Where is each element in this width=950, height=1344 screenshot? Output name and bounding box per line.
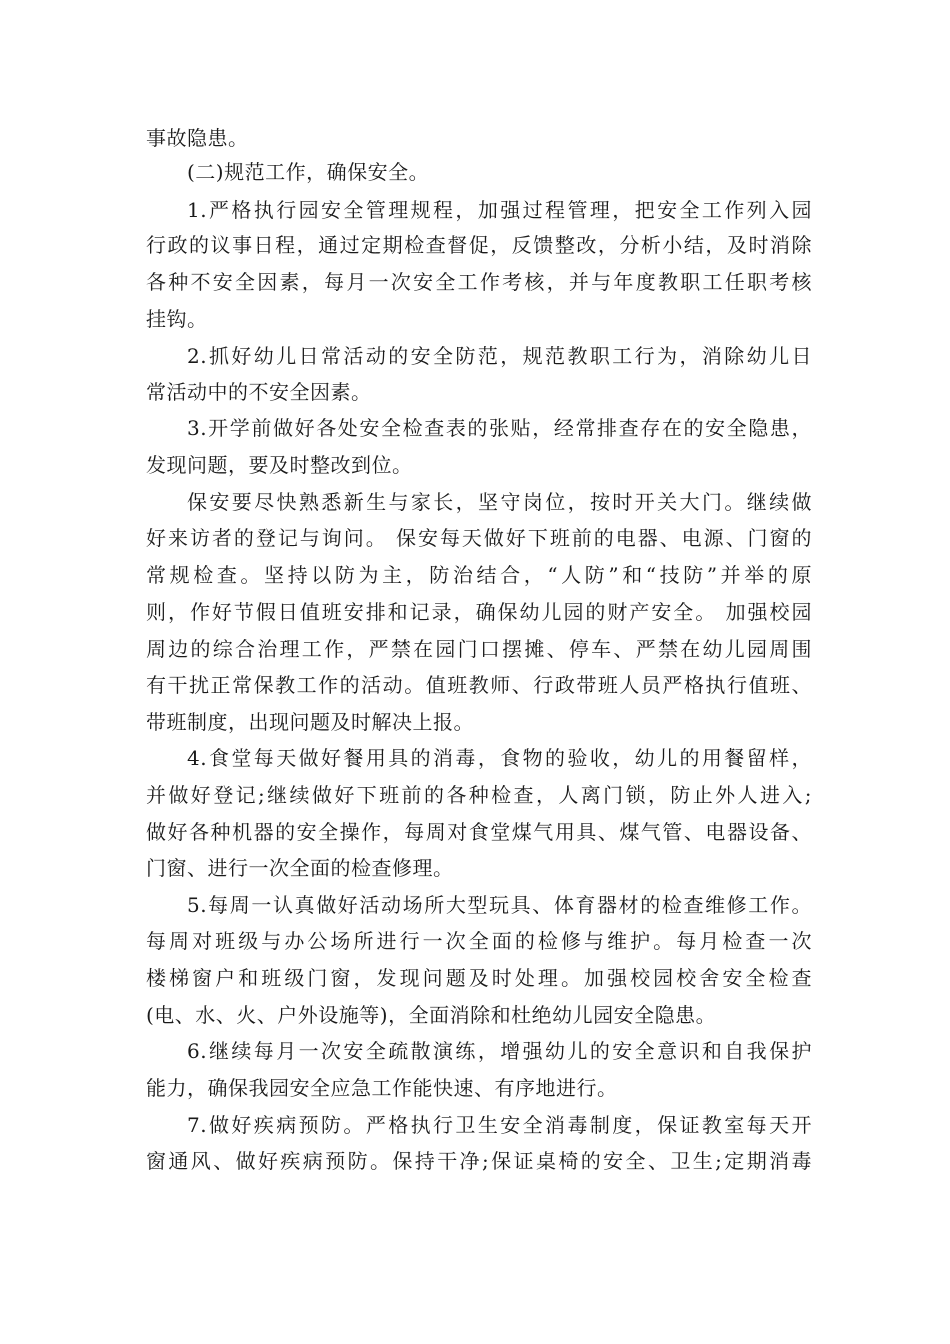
text-line: (电、水、火、户外设施等)，全面消除和杜绝幼儿园安全隐患。 — [146, 1003, 717, 1027]
text-line: 4.食堂每天做好餐用具的消毒，食物的验收，幼儿的用餐留样， — [187, 746, 812, 770]
text-line: 发现问题，要及时整改到位。 — [146, 453, 413, 477]
text-line: 周边的综合治理工作，严禁在园门口摆摊、停车、严禁在幼儿园周围 — [146, 637, 812, 661]
text-line: 保安要尽快熟悉新生与家长，坚守岗位，按时开关大门。继续做 — [187, 490, 812, 514]
text-line: 并做好登记;继续做好下班前的各种检查，人离门锁，防止外人进入; — [146, 783, 812, 807]
text-line: 5.每周一认真做好活动场所大型玩具、体育器材的检查维修工作。 — [187, 893, 812, 917]
text-line: 3.开学前做好各处安全检查表的张贴，经常排查存在的安全隐患， — [187, 416, 812, 440]
text-line: 各种不安全因素，每月一次安全工作考核，并与年度教职工任职考核 — [146, 270, 812, 294]
text-line: 常活动中的不安全因素。 — [146, 380, 372, 404]
text-line: 每周对班级与办公场所进行一次全面的检修与维护。每月检查一次 — [146, 929, 812, 953]
text-line: 窗通风、做好疾病预防。保持干净;保证桌椅的安全、卫生;定期消毒 — [146, 1149, 812, 1173]
text-line: 有干扰正常保教工作的活动。值班教师、行政带班人员严格执行值班、 — [146, 673, 812, 697]
text-line: 做好各种机器的安全操作，每周对食堂煤气用具、煤气管、电器设备、 — [146, 820, 812, 844]
text-line: 门窗、进行一次全面的检查修理。 — [146, 856, 454, 880]
text-line: 常规检查。坚持以防为主，防治结合，“人防”和“技防”并举的原 — [146, 563, 812, 587]
section-heading: (二)规范工作，确保安全。 — [187, 160, 430, 184]
text-line: 7.做好疾病预防。严格执行卫生安全消毒制度，保证教室每天开 — [187, 1113, 812, 1137]
text-line: 事故隐患。 — [146, 126, 249, 150]
text-line: 1.严格执行园安全管理规程，加强过程管理，把安全工作列入园 — [187, 198, 812, 222]
text-line: 6.继续每月一次安全疏散演练，增强幼儿的安全意识和自我保护 — [187, 1039, 812, 1063]
text-line: 则，作好节假日值班安排和记录，确保幼儿园的财产安全。 加强校园 — [146, 600, 812, 624]
text-line: 能力，确保我园安全应急工作能快速、有序地进行。 — [146, 1076, 618, 1100]
text-line: 带班制度，出现问题及时解决上报。 — [146, 710, 474, 734]
text-line: 2.抓好幼儿日常活动的安全防范，规范教职工行为，消除幼儿日 — [187, 344, 812, 368]
text-line: 楼梯窗户和班级门窗，发现问题及时处理。加强校园校舍安全检查 — [146, 966, 812, 990]
text-line: 挂钩。 — [146, 307, 208, 331]
text-line: 好来访者的登记与询问。 保安每天做好下班前的电器、电源、门窗的 — [146, 526, 812, 550]
text-line: 行政的议事日程，通过定期检查督促，反馈整改，分析小结，及时消除 — [146, 233, 812, 257]
